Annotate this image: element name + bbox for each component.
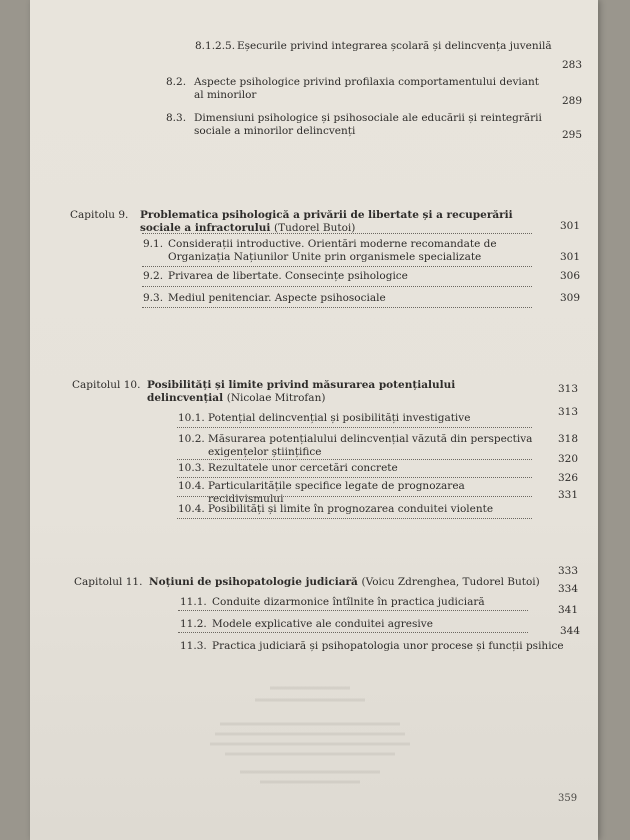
entry-number: 11.3. bbox=[180, 640, 207, 652]
entry-number: 10.1. bbox=[178, 412, 205, 424]
page-number: 306 bbox=[559, 270, 580, 282]
chapter-title-text: Problematica psihologică a privării de libertate și a recuperării sociale a infractorului bbox=[140, 209, 513, 234]
page-number: 289 bbox=[561, 95, 582, 107]
page-number: 333 bbox=[557, 565, 578, 577]
dot-leader bbox=[177, 427, 532, 428]
page-number: 283 bbox=[561, 59, 582, 71]
dot-leader bbox=[142, 266, 532, 267]
entry-text: Posibilități și limite în prognozarea conduitei violente bbox=[208, 503, 494, 515]
dot-leader bbox=[178, 610, 528, 611]
entry-text: Măsurarea potențialului delincvențial văzută din perspectiva exigențelor științifice bbox=[208, 433, 533, 458]
entry-number: 9.2. bbox=[143, 270, 164, 282]
entry-number: 11.1. bbox=[180, 596, 207, 608]
chapter-author: (Voicu Zdrenghea, Tudorel Butoi) bbox=[361, 576, 540, 588]
dot-leader bbox=[142, 233, 532, 234]
chapter-title-text: Posibilități și limite privind măsurarea potențialului delincvențial bbox=[147, 379, 456, 404]
dot-leader bbox=[177, 459, 532, 460]
entry-text: Conduite dizarmonice întîlnite în practica judiciară bbox=[212, 596, 485, 608]
page-number: 344 bbox=[559, 625, 580, 637]
chapter-title bbox=[140, 209, 540, 235]
chapter-author: (Nicolae Mitrofan) bbox=[226, 392, 326, 404]
page-number: 320 bbox=[557, 453, 578, 465]
entry-text: Rezultatele unor cercetări concrete bbox=[208, 462, 398, 474]
entry-text: Particularitățile specifice legate de prognozarea recidivismului bbox=[208, 480, 465, 505]
page-number: 313 bbox=[557, 383, 578, 395]
chapter-label: Capitolu 9. bbox=[70, 209, 129, 221]
entry-number: 10.4. bbox=[178, 480, 205, 492]
entry-number: 8.3. bbox=[166, 112, 187, 124]
entry-text: Modele explicative ale conduitei agresive bbox=[212, 618, 433, 630]
dot-leader bbox=[177, 518, 532, 519]
chapter-title-text: Noțiuni de psihopatologie judiciară bbox=[149, 576, 358, 588]
entry-number: 9.3. bbox=[143, 292, 164, 304]
entry-number: 9.1. bbox=[143, 238, 164, 250]
entry-text: Considerații introductive. Orientări moderne recomandate de Organizația Națiunilor Unite prin organismele specializate bbox=[168, 238, 497, 263]
page-number: 318 bbox=[557, 433, 578, 445]
entry-text: Practica judiciară și psihopatologia unor procese și funcții psihice bbox=[212, 640, 564, 652]
dot-leader bbox=[177, 496, 532, 497]
page-number: 331 bbox=[557, 489, 578, 501]
dot-leader bbox=[142, 307, 532, 308]
entry-text: Dimensiuni psihologice și psihosociale ale educării și reintegrării sociale a minorilor delincvenți bbox=[194, 112, 542, 137]
dot-leader bbox=[142, 286, 532, 287]
entry-text: Privarea de libertate. Consecințe psihologice bbox=[168, 270, 408, 282]
entry-number: 10.2. bbox=[178, 433, 205, 445]
entry-number: 10.4. bbox=[178, 503, 205, 515]
page-number: 309 bbox=[559, 292, 580, 304]
page-number: 313 bbox=[557, 406, 578, 418]
folio-page-number: 359 bbox=[558, 793, 578, 804]
entry-number: 8.2. bbox=[166, 76, 187, 88]
entry-text: Eșecurile privind integrarea școlară și delincvența juvenilă bbox=[237, 40, 552, 52]
entry-number: 11.2. bbox=[180, 618, 207, 630]
page-number: 295 bbox=[561, 129, 582, 141]
page-number: 341 bbox=[557, 604, 578, 616]
entry-text: Aspecte psihologice privind profilaxia comportamentului deviant al minorilor bbox=[194, 76, 539, 101]
book-page bbox=[30, 0, 598, 840]
page-number: 301 bbox=[559, 251, 580, 263]
page-number: 334 bbox=[557, 583, 578, 595]
show-through-texture bbox=[160, 668, 460, 788]
entry-number: 10.3. bbox=[178, 462, 205, 474]
dot-leader bbox=[178, 632, 528, 633]
chapter-label: Capitolul 11. bbox=[74, 576, 143, 588]
chapter-title bbox=[147, 379, 532, 405]
dot-leader bbox=[177, 477, 532, 478]
entry-text: Potențial delincvențial și posibilități investigative bbox=[208, 412, 471, 424]
chapter-title bbox=[149, 576, 539, 589]
page-number: 326 bbox=[557, 472, 578, 484]
chapter-author: (Tudorel Butoi) bbox=[274, 222, 356, 234]
chapter-label: Capitolul 10. bbox=[72, 379, 141, 391]
entry-text: Mediul penitenciar. Aspecte psihosociale bbox=[168, 292, 386, 304]
entry-number: 8.1.2.5. bbox=[195, 40, 236, 52]
page-number: 301 bbox=[559, 220, 580, 232]
